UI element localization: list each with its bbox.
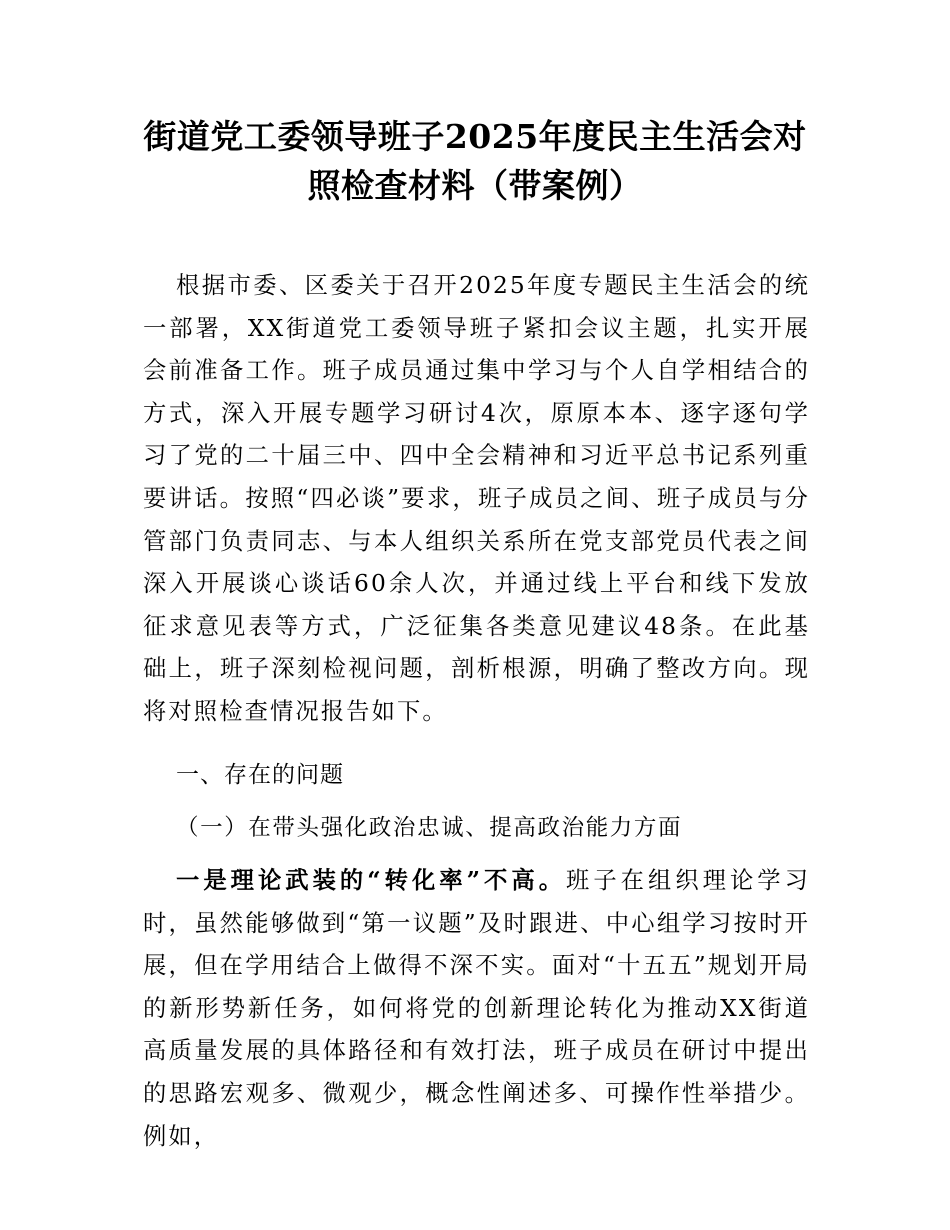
title-line-1: 街道党工委领导班子2025年度民主生活会对 (143, 117, 807, 156)
point-1-text: 班子在组织理论学习时，虽然能够做到“第一议题”及时跟进、中心组学习按时开展，但在学用结合上做得不深不实。面对“十五五”规划开局的新形势新任务，如何将党的创新理论转化为推动XX街道高质量发展的具体路径和有效打法，班子成员在研讨中提出的思路宏观多、微观少，概念性阐述多、可操作性举措少。例如， (143, 867, 810, 1150)
point-1-paragraph (143, 860, 810, 1158)
section-heading: 一、存在的问题 (176, 762, 344, 788)
point-1-lead: 一是理论武装的“转化率”不高。 (176, 867, 567, 894)
intro-paragraph: 根据市委、区委关于召开2025年度专题民主生活会的统一部署，XX街道党工委领导班子紧扣会议主题，扎实开展会前准备工作。班子成员通过集中学习与个人自学相结合的方式，深入开展专题学习研讨4次，原原本本、逐字逐句学习了党的二十届三中、四中全会精神和习近平总书记系列重要讲话。按照“四必谈”要求，班子成员之间、班子成员与分管部门负责同志、与本人组织关系所在党支部党员代表之间深入开展谈心谈话60余人次，并通过线上平台和线下发放征求意见表等方式，广泛征集各类意见建议48条。在此基础上，班子深刻检视问题，剖析根源，明确了整改方向。现将对照检查情况报告如下。 (143, 272, 810, 725)
title-line-2: 照检查材料（带案例） (307, 166, 643, 205)
document-title (110, 112, 840, 210)
subsection-heading: （一）在带头强化政治忠诚、提高政治能力方面 (176, 815, 683, 841)
